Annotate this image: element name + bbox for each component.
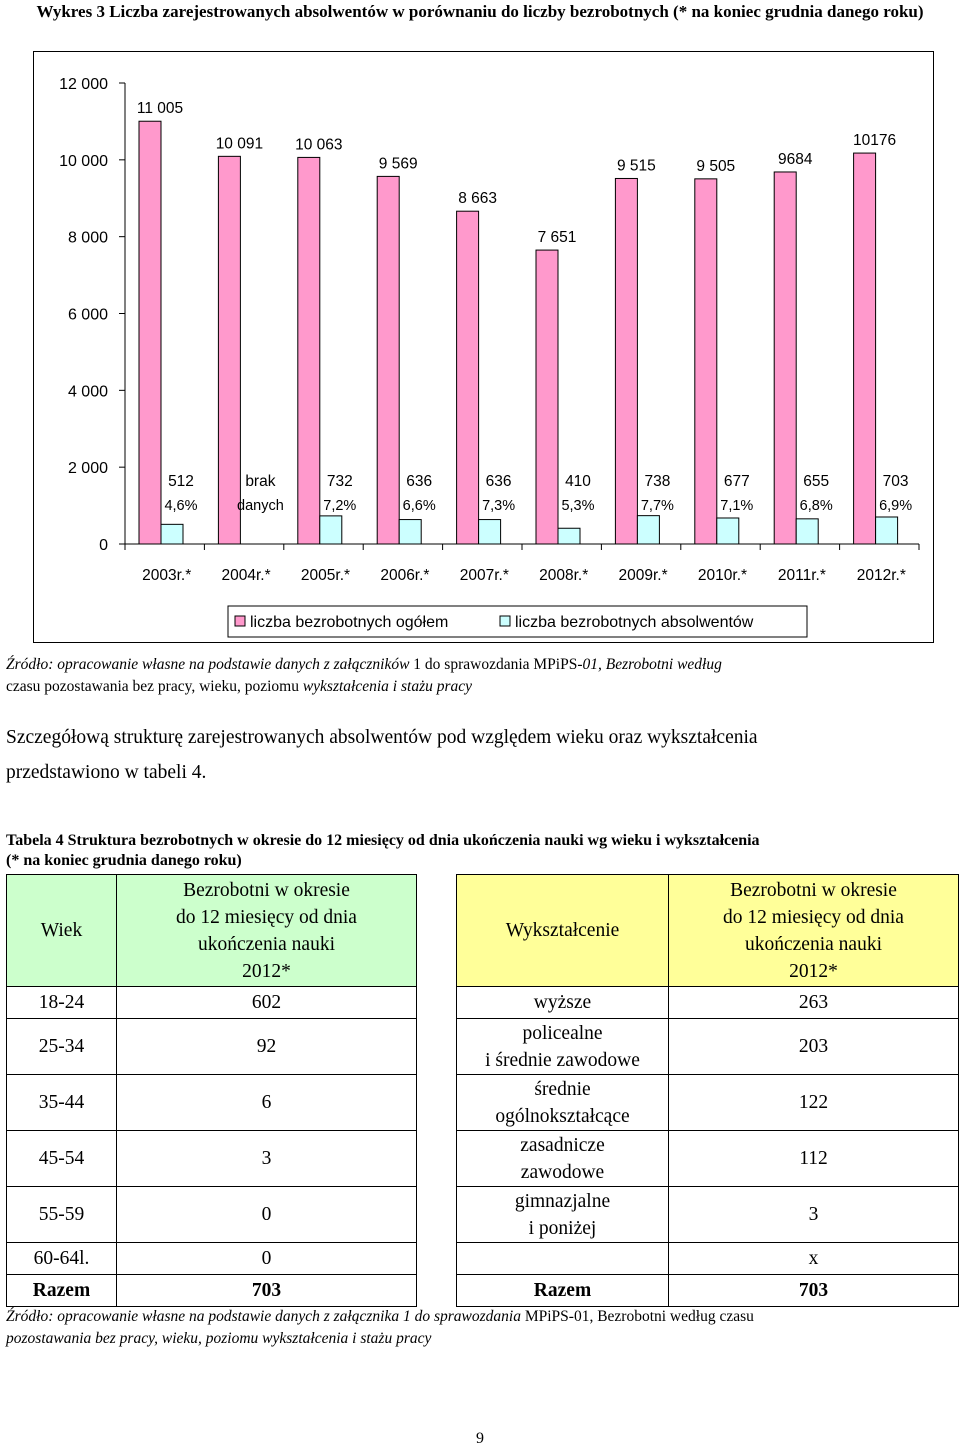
education-cell: policealne i średnie zawodowe <box>457 1019 669 1075</box>
x-tick-label: 2010r.* <box>697 567 748 584</box>
age-cell: 45-54 <box>7 1131 117 1187</box>
bar-total <box>139 121 161 544</box>
x-tick-label: 2003r.* <box>142 567 192 584</box>
count-cell: 0 <box>117 1187 417 1243</box>
count-cell: 0 <box>117 1243 417 1275</box>
legend-label-total: liczba bezrobotnych ogółem <box>250 614 449 631</box>
bar-graduate <box>637 516 659 544</box>
bar-total <box>218 156 240 544</box>
table-row <box>7 1075 959 1131</box>
x-tick-label: 2012r.* <box>856 567 906 584</box>
education-cell <box>457 1243 669 1275</box>
bar-graduate <box>796 519 818 544</box>
table-header-row <box>7 875 959 987</box>
education-cell: średnie ogólnokształcące <box>457 1075 669 1131</box>
header-edu-count: Bezrobotni w okresie do 12 miesięcy od dnia ukończenia nauki 2012* <box>669 875 959 987</box>
header-education: Wykształcenie <box>457 875 669 987</box>
table-caption <box>6 831 956 871</box>
paragraph-line: przedstawiono w tabeli 4. <box>6 762 207 783</box>
bar-graduate-label: brak <box>245 473 276 490</box>
y-tick-label: 2 000 <box>67 460 108 478</box>
total-label: Razem <box>7 1275 117 1307</box>
figure-title: Wykres 3 Liczba zarejestrowanych absolwentów w porównaniu do liczby bezrobotnych (* na koniec grudnia danego roku) <box>36 2 924 21</box>
count-cell: 92 <box>117 1019 417 1075</box>
source-text: czasu pozostawania bez pracy, wieku, poziomu <box>6 678 303 695</box>
bar-graduate <box>876 517 898 544</box>
source-text: pozostawania bez pracy, wieku, poziomu wykształcenia i stażu pracy <box>6 1330 432 1347</box>
bar-total-label: 10 091 <box>215 135 264 153</box>
table-gap <box>417 1243 457 1275</box>
bar-graduate-percent: 7,7% <box>640 498 674 514</box>
header-age: Wiek <box>7 875 117 987</box>
bar-graduate-label: 655 <box>803 473 830 490</box>
age-cell: 60-64l. <box>7 1243 117 1275</box>
bar-graduate-label: 677 <box>723 473 750 490</box>
bar-total-label: 9 569 <box>378 155 418 173</box>
bar-graduate <box>558 528 580 544</box>
y-tick-label: 12 000 <box>59 76 108 93</box>
chart-source <box>6 654 956 698</box>
bar-graduate <box>320 516 342 544</box>
table-gap <box>417 1275 457 1307</box>
total-edu-count: 703 <box>669 1275 959 1307</box>
x-tick-label: 2005r.* <box>300 567 351 584</box>
y-tick-label: 0 <box>99 537 108 554</box>
y-tick-label: 8 000 <box>67 229 108 247</box>
bar-graduate-label: 636 <box>406 473 433 490</box>
legend-swatch-graduate <box>500 616 510 626</box>
bar-total <box>298 157 320 544</box>
source-text: Źródło: opracowanie własne na podstawie danych z załączników <box>6 656 410 673</box>
bar-graduate-percent: 6,6% <box>402 498 436 514</box>
table-row <box>7 1131 959 1187</box>
bar-total <box>457 211 479 544</box>
bar-graduate-percent: 6,8% <box>799 498 833 514</box>
source-text: MPiPS-01, Bezrobotni według czasu <box>524 1308 754 1325</box>
bar-graduate <box>161 524 183 544</box>
page-number: 9 <box>476 1430 484 1447</box>
legend-label-graduate: liczba bezrobotnych absolwentów <box>515 614 754 631</box>
edu-count-cell: 112 <box>669 1131 959 1187</box>
x-tick-label: 2008r.* <box>539 567 589 584</box>
bar-total <box>695 179 717 544</box>
bar-chart <box>34 52 933 642</box>
table-row <box>7 987 959 1019</box>
x-tick-label: 2009r.* <box>618 567 668 584</box>
y-tick-label: 6 000 <box>67 306 108 324</box>
bar-total <box>774 172 796 544</box>
bar-total-label: 11 005 <box>136 100 184 118</box>
y-tick-label: 10 000 <box>59 152 108 170</box>
x-tick-label: 2007r.* <box>459 567 509 584</box>
education-cell: gimnazjalne i poniżej <box>457 1187 669 1243</box>
age-cell: 55-59 <box>7 1187 117 1243</box>
bar-graduate-label: 636 <box>485 473 512 490</box>
y-tick-label: 4 000 <box>67 383 108 401</box>
age-cell: 35-44 <box>7 1075 117 1131</box>
table-row <box>7 1243 959 1275</box>
bar-graduate <box>479 520 501 544</box>
count-cell: 602 <box>117 987 417 1019</box>
bar-total-label: 10176 <box>853 132 897 150</box>
caption-line: Tabela 4 Struktura bezrobotnych w okresie do 12 miesięcy od dnia ukończenia nauki wg wieku i wykształcenia <box>6 832 760 849</box>
edu-count-cell: 122 <box>669 1075 959 1131</box>
total-count: 703 <box>117 1275 417 1307</box>
age-cell: 25-34 <box>7 1019 117 1075</box>
bar-graduate <box>399 520 421 544</box>
bar-graduate <box>717 518 739 544</box>
table-total-row <box>7 1275 959 1307</box>
source-text: 1 do sprawozdania MPiPS- <box>409 656 583 673</box>
source-text: Źródło: opracowanie własne na podstawie danych z załącznika 1 do sprawozdania <box>6 1308 525 1325</box>
bar-graduate-percent: 7,2% <box>323 498 357 514</box>
count-cell: 3 <box>117 1131 417 1187</box>
edu-count-cell: 263 <box>669 987 959 1019</box>
x-tick-label: 2011r.* <box>777 567 826 584</box>
bar-graduate-percent: 6,9% <box>879 498 913 514</box>
table-4 <box>6 874 959 1307</box>
chart-frame <box>33 51 934 643</box>
x-tick-label: 2004r.* <box>221 567 271 584</box>
bar-graduate-percent: 4,6% <box>164 498 198 514</box>
bar-graduate-label: 512 <box>168 473 194 490</box>
x-tick-label: 2006r.* <box>380 567 430 584</box>
bar-total-label: 10 063 <box>295 136 343 154</box>
bar-total-label: 9 505 <box>696 157 736 175</box>
bar-graduate-label: 410 <box>565 473 591 490</box>
table-gap <box>417 1131 457 1187</box>
bar-total <box>536 250 558 544</box>
total-edu-label: Razem <box>457 1275 669 1307</box>
edu-count-cell: x <box>669 1243 959 1275</box>
bar-graduate-percent: danych <box>237 498 284 514</box>
table-source <box>6 1306 956 1350</box>
bar-graduate-label: 738 <box>644 473 671 490</box>
bar-graduate-percent: 7,3% <box>482 498 516 514</box>
table-gap <box>417 1019 457 1075</box>
bar-graduate-label: 732 <box>326 473 353 490</box>
caption-line: (* na koniec grudnia danego roku) <box>6 852 242 869</box>
edu-count-cell: 3 <box>669 1187 959 1243</box>
age-cell: 18-24 <box>7 987 117 1019</box>
education-cell: zasadnicze zawodowe <box>457 1131 669 1187</box>
bar-graduate-percent: 5,3% <box>561 498 595 514</box>
table-row <box>7 1187 959 1243</box>
table-gap <box>417 1075 457 1131</box>
source-text: wykształcenia i stażu pracy <box>302 678 473 695</box>
bar-total <box>854 153 876 544</box>
table-gap <box>417 987 457 1019</box>
bar-total-label: 9 515 <box>617 157 656 175</box>
table-row <box>7 1019 959 1075</box>
education-cell: wyższe <box>457 987 669 1019</box>
bar-total <box>377 176 399 544</box>
table-gap <box>417 1187 457 1243</box>
bar-total-label: 9684 <box>777 150 813 168</box>
count-cell: 6 <box>117 1075 417 1131</box>
bar-graduate-percent: 7,1% <box>720 498 754 514</box>
bar-graduate-label: 703 <box>882 473 909 490</box>
bar-total <box>615 178 637 544</box>
header-count: Bezrobotni w okresie do 12 miesięcy od dnia ukończenia nauki 2012* <box>117 875 417 987</box>
body-paragraph <box>6 720 956 790</box>
legend-swatch-total <box>235 616 245 626</box>
table-gap <box>417 875 457 987</box>
bar-total-label: 7 651 <box>537 229 577 247</box>
paragraph-line: Szczegółową strukturę zarejestrowanych absolwentów pod względem wieku oraz wykształcenia <box>6 727 758 748</box>
source-text: 01, Bezrobotni według <box>582 656 722 673</box>
bar-total-label: 8 663 <box>458 190 497 208</box>
edu-count-cell: 203 <box>669 1019 959 1075</box>
